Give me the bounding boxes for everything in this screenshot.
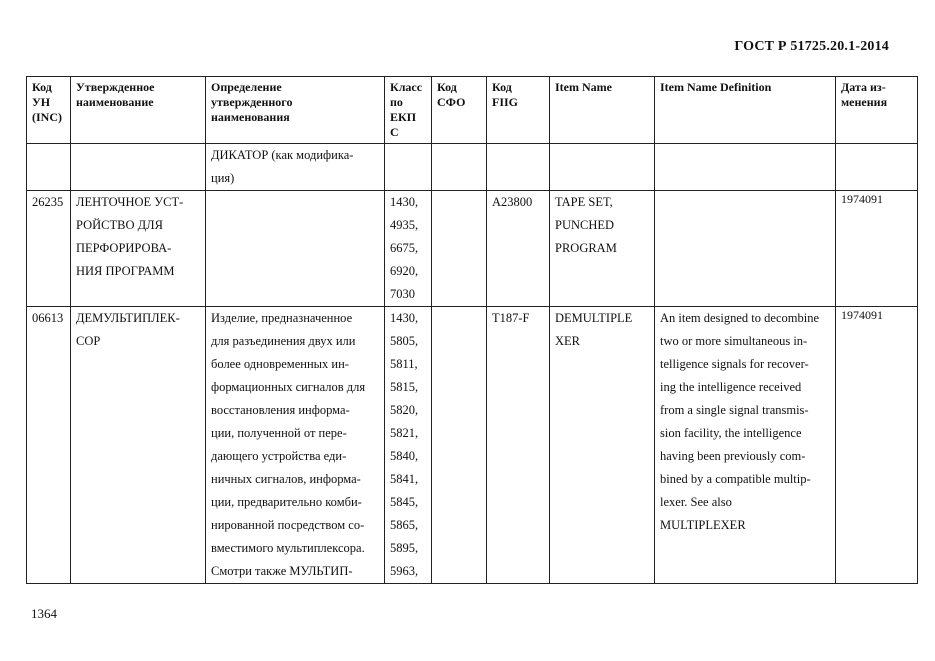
header-line: Утвержденное [76, 80, 155, 94]
cell-line: from a single signal transmis- [660, 403, 809, 417]
cell-line: bined by a compatible multip- [660, 472, 811, 486]
cell-line: ЛЕНТОЧНОЕ УСТ- [76, 195, 184, 209]
cell-line: 5865, [390, 518, 419, 532]
col-fiig-header [487, 77, 550, 144]
cell-line: T187-F [492, 311, 530, 325]
header-line: (INC) [32, 110, 62, 124]
cell-line: ПЕРФОРИРОВА- [76, 241, 172, 255]
cell-line: 5963, [390, 564, 419, 578]
cell-line: Изделие, предназначенное [211, 311, 353, 325]
cell-line: XER [555, 334, 580, 348]
col-inc-cell [27, 191, 71, 307]
cell-line: PROGRAM [555, 241, 617, 255]
classifier-table [26, 76, 918, 584]
cell-line: ции, предварительно комби- [211, 495, 362, 509]
header-line: Код [32, 80, 52, 94]
table-body [27, 144, 918, 584]
col-item-name-cell [550, 307, 655, 584]
col-fiig-cell [487, 307, 550, 584]
col-date-cell [836, 191, 918, 307]
cell-line: для разъединения двух или [211, 334, 356, 348]
col-item-name-cell [550, 191, 655, 307]
header-line: Определение [211, 80, 282, 94]
cell-line: СОР [76, 334, 101, 348]
header-line: менения [841, 95, 888, 109]
cell-line: 6675, [390, 241, 419, 255]
cell-line: lexer. See also [660, 495, 732, 509]
cell-line: 1430, [390, 195, 419, 209]
header-line: наименования [211, 110, 290, 124]
col-date-cell [836, 307, 918, 584]
header-line: Класс [390, 80, 423, 94]
cell-line: PUNCHED [555, 218, 615, 232]
cell-line: 5811, [390, 357, 418, 371]
cell-line: 1974091 [841, 308, 883, 322]
header-line: Код [492, 80, 512, 94]
cell-line: 5895, [390, 541, 419, 555]
cell-line: ДИКАТОР (как модифика- [211, 148, 354, 162]
col-definition-cell [206, 307, 385, 584]
cell-line: 5841, [390, 472, 419, 486]
col-inc-header [27, 77, 71, 144]
header-line: ЕКП [390, 110, 417, 124]
col-definition-cell [206, 191, 385, 307]
cell-line: нированной посредством со- [211, 518, 365, 532]
header-line: Item Name [555, 80, 612, 94]
col-sfo-cell [432, 144, 487, 191]
cell-line: дающего устройства еди- [211, 449, 347, 463]
col-inc-cell [27, 307, 71, 584]
cell-line: 4935, [390, 218, 419, 232]
header-line: СФО [437, 95, 466, 109]
cell-line: 5820, [390, 403, 419, 417]
cell-line: ничных сигналов, информа- [211, 472, 361, 486]
col-inc-cell [27, 144, 71, 191]
cell-line: 06613 [32, 311, 64, 325]
col-sfo-header [432, 77, 487, 144]
cell-line: 5845, [390, 495, 419, 509]
col-class-cell [385, 307, 432, 584]
cell-line: sion facility, the intelligence [660, 426, 802, 440]
table-header-row [27, 77, 918, 144]
page-number: 1364 [31, 606, 57, 621]
header-line: по [390, 95, 403, 109]
cell-line: РОЙСТВО ДЛЯ [76, 218, 163, 232]
header-line: УН [32, 95, 51, 109]
header-line: FIIG [492, 95, 519, 109]
cell-line: ции, полученной от пере- [211, 426, 347, 440]
cell-line: 26235 [32, 195, 64, 209]
header-line: С [390, 125, 399, 139]
col-item-name-cell [550, 144, 655, 191]
table-row [27, 307, 918, 584]
cell-line: ция) [211, 171, 235, 185]
col-sfo-cell [432, 307, 487, 584]
col-approved-name-header [71, 77, 206, 144]
cell-line: восстановления информа- [211, 403, 350, 417]
table-row [27, 191, 918, 307]
cell-line: 1974091 [841, 192, 883, 206]
header-line: Item Name Definition [660, 80, 772, 94]
header-line: наименование [76, 95, 154, 109]
col-sfo-cell [432, 191, 487, 307]
col-approved-name-cell [71, 144, 206, 191]
cell-line: ing the intelligence received [660, 380, 802, 394]
cell-line: формационных сигналов для [211, 380, 366, 394]
col-class-cell [385, 144, 432, 191]
col-definition-header [206, 77, 385, 144]
col-date-header [836, 77, 918, 144]
cell-line: MULTIPLEXER [660, 518, 746, 532]
cell-line: An item designed to decombine [660, 311, 819, 325]
col-class-cell [385, 191, 432, 307]
header-line: Дата из- [841, 80, 886, 94]
cell-line: 7030 [390, 287, 415, 301]
cell-line: более одновременных ин- [211, 357, 349, 371]
cell-line: НИЯ ПРОГРАММ [76, 264, 175, 278]
col-fiig-cell [487, 144, 550, 191]
col-item-def-header [655, 77, 836, 144]
col-definition-cell [206, 144, 385, 191]
header-line: утвержденного [211, 95, 293, 109]
cell-line: 5815, [390, 380, 419, 394]
table-row [27, 144, 918, 191]
col-fiig-cell [487, 191, 550, 307]
cell-line: two or more simultaneous in- [660, 334, 808, 348]
col-approved-name-cell [71, 191, 206, 307]
col-approved-name-cell [71, 307, 206, 584]
cell-line: 5805, [390, 334, 419, 348]
cell-line: telligence signals for recover- [660, 357, 809, 371]
col-item-name-header [550, 77, 655, 144]
cell-line: A23800 [492, 195, 533, 209]
col-item-def-cell [655, 144, 836, 191]
cell-line: вместимого мультиплексора. [211, 541, 365, 555]
cell-line: Смотри также МУЛЬТИП- [211, 564, 353, 578]
header-line: Код [437, 80, 457, 94]
cell-line: ДЕМУЛЬТИПЛЕК- [76, 311, 180, 325]
cell-line: TAPE SET, [555, 195, 613, 209]
col-date-cell [836, 144, 918, 191]
cell-line: 1430, [390, 311, 419, 325]
col-item-def-cell [655, 307, 836, 584]
cell-line: DEMULTIPLE [555, 311, 633, 325]
cell-line: 5840, [390, 449, 419, 463]
col-item-def-cell [655, 191, 836, 307]
cell-line: 5821, [390, 426, 419, 440]
cell-line: 6920, [390, 264, 419, 278]
cell-line: having been previously com- [660, 449, 806, 463]
col-class-header [385, 77, 432, 144]
document-code: ГОСТ Р 51725.20.1-2014 [734, 39, 889, 54]
